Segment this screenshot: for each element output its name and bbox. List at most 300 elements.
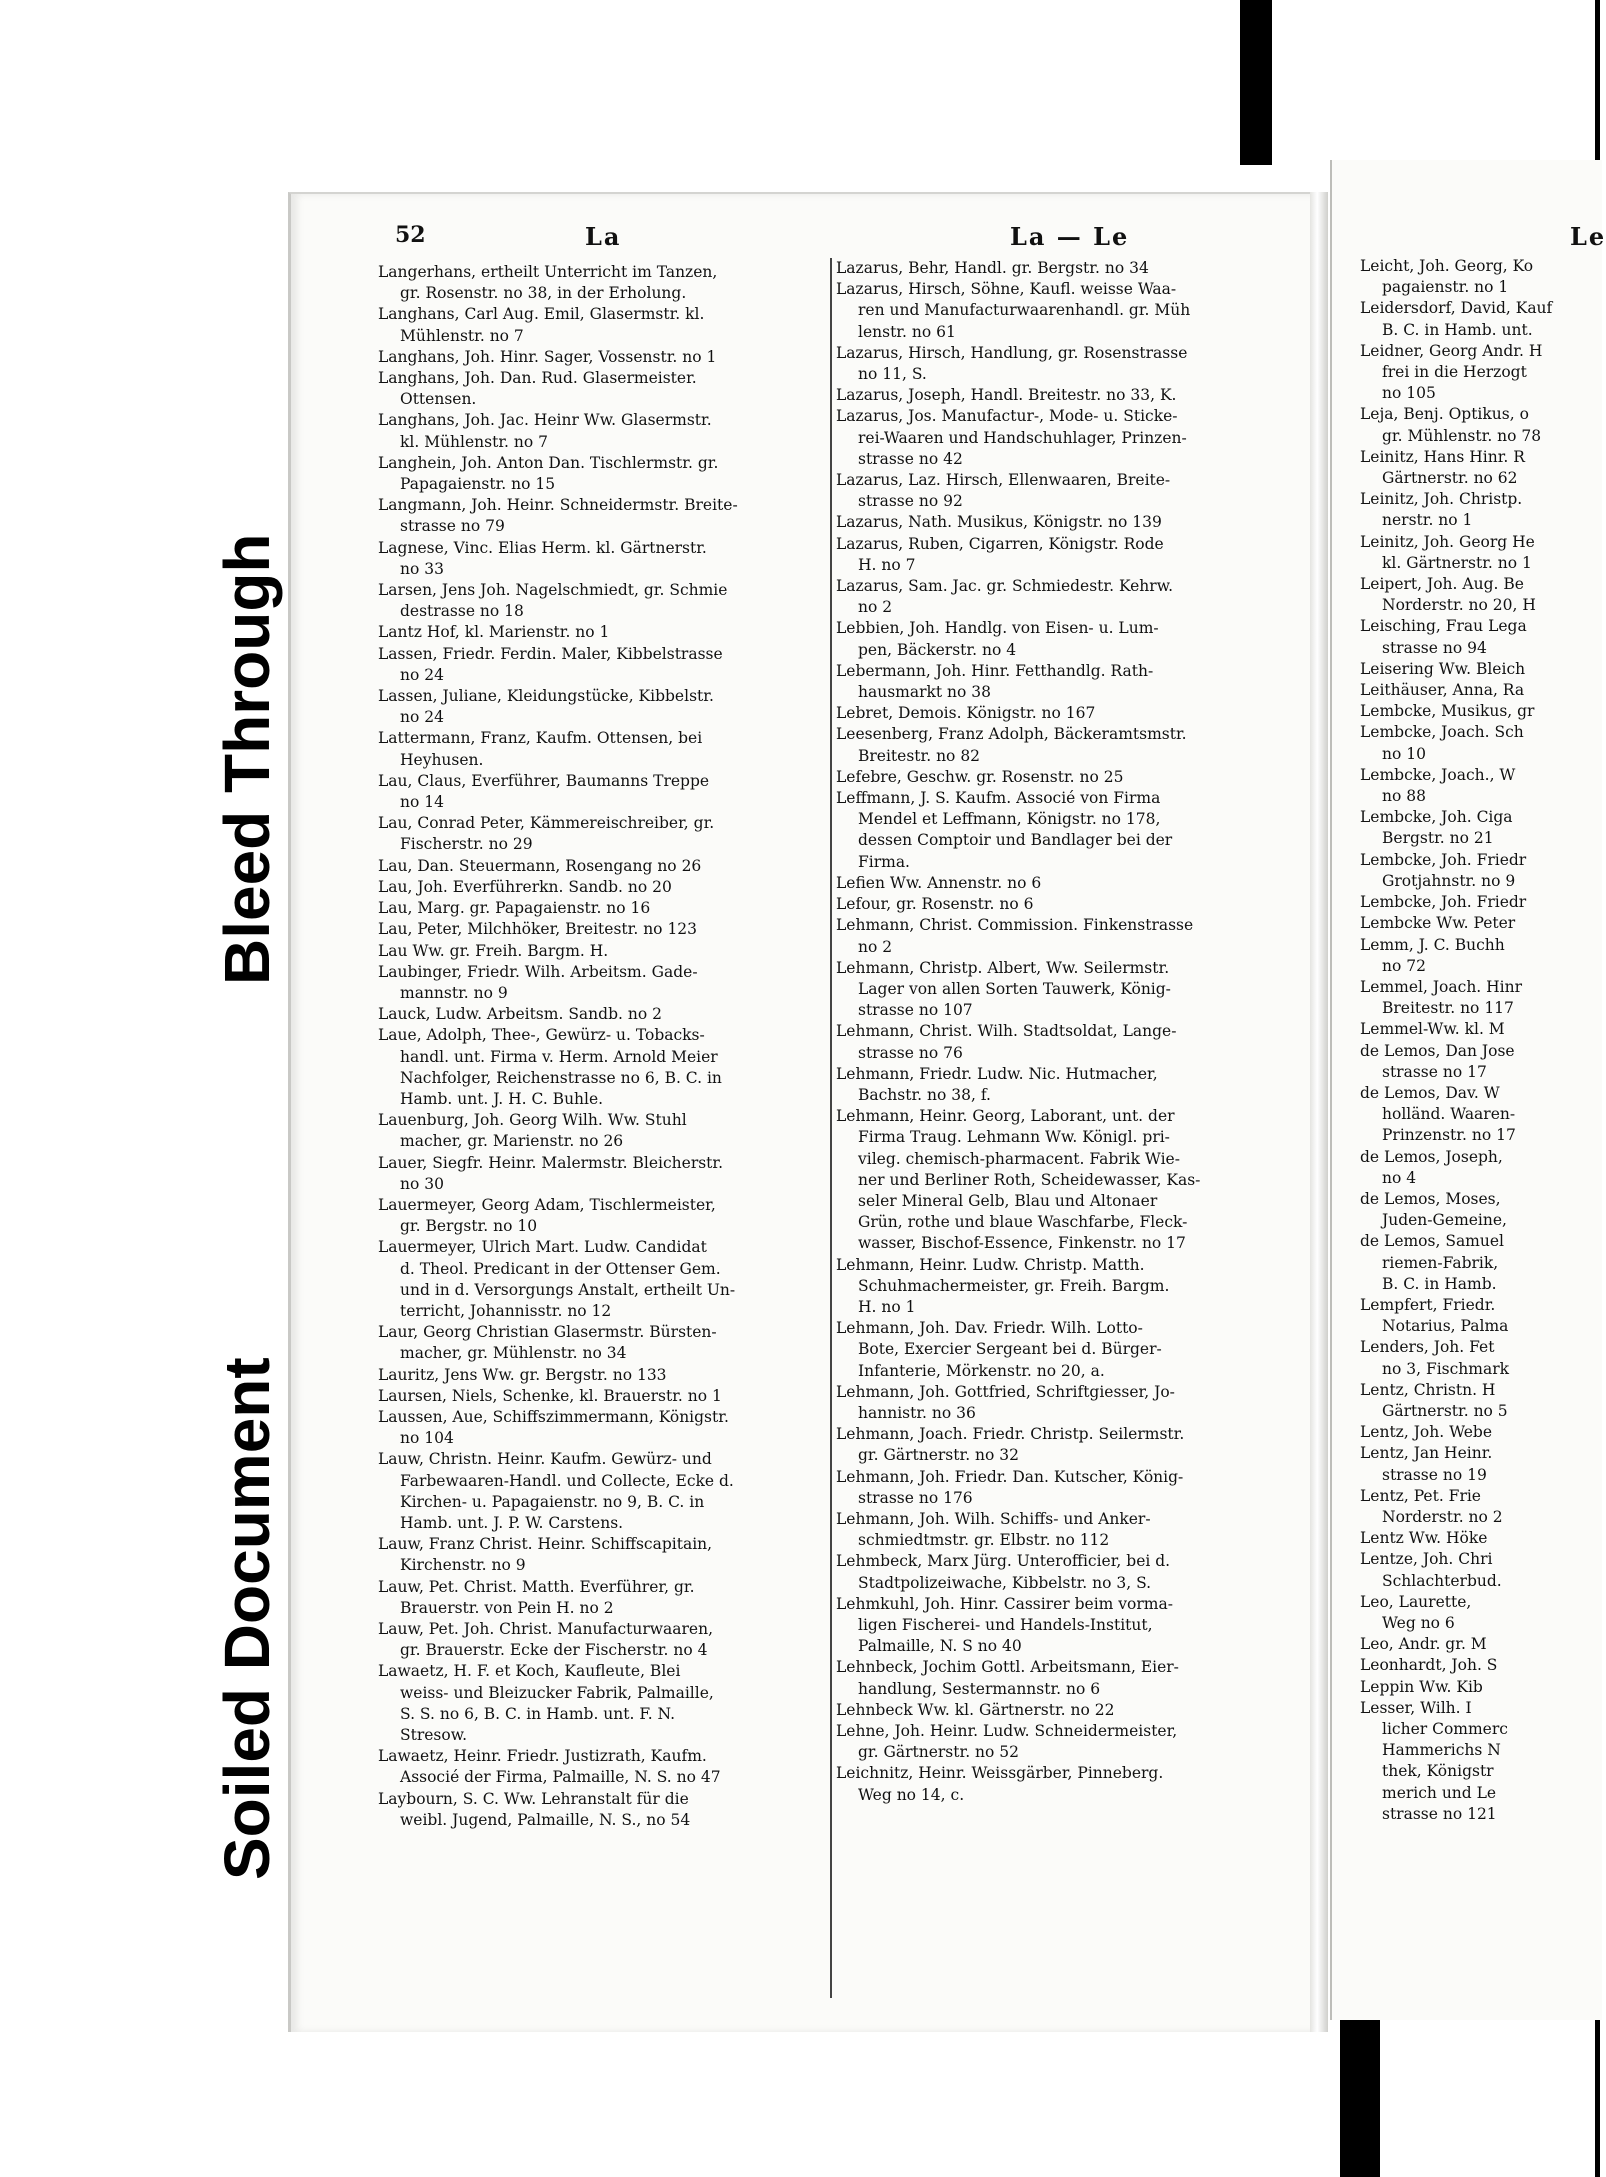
entry-line: Lau, Peter, Milchhöker, Breitestr. no 123 xyxy=(378,920,698,939)
entry-continuation-line: Bote, Exercier Sergeant bei d. Bürger- xyxy=(858,1340,1162,1359)
entry-line: Laubinger, Friedr. Wilh. Arbeitsm. Gade- xyxy=(378,962,698,981)
entry-line: Lebbien, Joh. Handlg. von Eisen- u. Lum- xyxy=(836,619,1159,638)
entry-line: Leo, Laurette, xyxy=(1360,1592,1472,1611)
entry-line: Lembcke, Joh. Friedr xyxy=(1360,850,1527,869)
directory-entry xyxy=(378,686,830,728)
entry-line: Lembcke, Joach., W xyxy=(1360,765,1516,784)
directory-entry xyxy=(836,576,1306,618)
directory-entry xyxy=(378,1195,830,1237)
entry-line: Lehmkuhl, Joh. Hinr. Cassirer beim vorma- xyxy=(836,1594,1173,1613)
entry-line: Lehmann, Joach. Friedr. Christp. Seilermstr. xyxy=(836,1425,1185,1444)
entry-continuation-line: no 24 xyxy=(400,708,444,727)
entry-line: Lehne, Joh. Heinr. Ludw. Schneidermeister, xyxy=(836,1722,1178,1741)
directory-entry xyxy=(836,724,1306,766)
entry-continuation-line: Ottensen. xyxy=(400,390,477,409)
directory-entry xyxy=(1360,1041,1605,1083)
entry-continuation-line: no 2 xyxy=(858,598,893,617)
directory-entry xyxy=(378,347,830,368)
directory-entry xyxy=(836,385,1306,406)
directory-entry xyxy=(836,1064,1306,1106)
entry-continuation-line: pen, Bäckerstr. no 4 xyxy=(858,640,1017,659)
entry-continuation-line: Norderstr. no 2 xyxy=(1382,1507,1503,1526)
directory-entry xyxy=(378,304,830,346)
entry-continuation-line: Kirchenstr. no 9 xyxy=(400,1556,526,1575)
entry-line: Langhans, Carl Aug. Emil, Glasermstr. kl. xyxy=(378,305,705,324)
column-divider xyxy=(830,258,832,1998)
entry-line: Leesenberg, Franz Adolph, Bäckeramtsmstr. xyxy=(836,725,1187,744)
entry-line: de Lemos, Dan Jose xyxy=(1360,1041,1515,1060)
entry-line: Lauenburg, Joh. Georg Wilh. Ww. Stuhl xyxy=(378,1111,687,1130)
entry-continuation-line: B. C. in Hamb. xyxy=(1382,1274,1497,1293)
directory-entry xyxy=(378,898,830,919)
entry-line: Lentz, Joh. Webe xyxy=(1360,1423,1493,1442)
entry-line: Lehmann, Joh. Friedr. Dan. Kutscher, König- xyxy=(836,1467,1184,1486)
entry-line: Leithäuser, Anna, Ra xyxy=(1360,681,1525,700)
entry-continuation-line: mannstr. no 9 xyxy=(400,983,508,1002)
entry-line: Lau, Joh. Everführerkn. Sandb. no 20 xyxy=(378,877,672,896)
entry-line: Lazarus, Behr, Handl. gr. Bergstr. no 34 xyxy=(836,259,1149,277)
entry-line: Lefebre, Geschw. gr. Rosenstr. no 25 xyxy=(836,767,1124,786)
entry-line: Lehmbeck, Marx Jürg. Unterofficier, bei d. xyxy=(836,1552,1171,1571)
entry-line: Leidner, Georg Andr. H xyxy=(1360,341,1543,360)
entry-line: Lauermeyer, Georg Adam, Tischlermeister, xyxy=(378,1195,716,1214)
entry-line: Lemmel, Joach. Hinr xyxy=(1360,977,1523,996)
entry-line: Lehmann, Christ. Wilh. Stadtsoldat, Lange- xyxy=(836,1022,1177,1041)
entry-line: Lempfert, Friedr. xyxy=(1360,1295,1496,1314)
directory-entry xyxy=(1360,1634,1605,1655)
directory-entry xyxy=(836,1424,1306,1466)
entry-line: Lantz Hof, kl. Marienstr. no 1 xyxy=(378,623,610,642)
entry-line: Lentz Ww. Höke xyxy=(1360,1529,1488,1548)
entry-continuation-line: Fischerstr. no 29 xyxy=(400,835,533,854)
entry-continuation-line: weibl. Jugend, Palmaille, N. S., no 54 xyxy=(400,1810,691,1829)
directory-column-3 xyxy=(1360,256,1605,1825)
entry-continuation-line: merich und Le xyxy=(1382,1783,1497,1802)
entry-line: Lemmel-Ww. kl. M xyxy=(1360,1020,1505,1039)
directory-entry xyxy=(836,1467,1306,1509)
entry-continuation-line: no 24 xyxy=(400,665,444,684)
directory-entry xyxy=(1360,1189,1605,1231)
directory-entry xyxy=(378,1746,830,1788)
directory-entry xyxy=(836,873,1306,894)
entry-line: Lagnese, Vinc. Elias Herm. kl. Gärtnerstr. xyxy=(378,538,707,557)
directory-entry xyxy=(378,919,830,940)
entry-continuation-line: strasse no 176 xyxy=(858,1488,973,1507)
directory-entry xyxy=(1360,977,1605,1019)
entry-continuation-line: terricht, Johannisstr. no 12 xyxy=(400,1301,612,1320)
entry-line: Leinitz, Hans Hinr. R xyxy=(1360,447,1525,466)
directory-entry xyxy=(378,1386,830,1407)
entry-continuation-line: Stresow. xyxy=(400,1726,468,1745)
entry-line: Leppin Ww. Kib xyxy=(1360,1677,1483,1696)
entry-line: Lazarus, Hirsch, Handlung, gr. Rosenstrasse xyxy=(836,343,1188,362)
entry-line: Lehmann, Christ. Commission. Finkenstrasse xyxy=(836,916,1194,935)
entry-line: Leisching, Frau Lega xyxy=(1360,617,1527,636)
entry-line: Lehnbeck, Jochim Gottl. Arbeitsmann, Eier- xyxy=(836,1658,1179,1677)
directory-entry xyxy=(1360,404,1605,446)
entry-line: de Lemos, Dav. W xyxy=(1360,1083,1500,1102)
entry-line: Lehnbeck Ww. kl. Gärtnerstr. no 22 xyxy=(836,1700,1115,1719)
entry-continuation-line: strasse no 107 xyxy=(858,1001,973,1020)
entry-line: Lassen, Juliane, Kleidungstücke, Kibbelstr. xyxy=(378,687,714,706)
entry-continuation-line: hausmarkt no 38 xyxy=(858,683,992,702)
entry-continuation-line: Schuhmachermeister, gr. Freih. Bargm. xyxy=(858,1276,1170,1295)
entry-continuation-line: B. C. in Hamb. unt. xyxy=(1382,320,1533,339)
entry-continuation-line: dessen Comptoir und Bandlager bei der xyxy=(858,831,1173,850)
entry-continuation-line: no 2 xyxy=(858,937,893,956)
entry-continuation-line: Palmaille, N. S no 40 xyxy=(858,1637,1022,1656)
directory-entry xyxy=(836,1721,1306,1763)
entry-continuation-line: macher, gr. Mühlenstr. no 34 xyxy=(400,1344,627,1363)
entry-line: Lazarus, Jos. Manufactur-, Mode- u. Sticke- xyxy=(836,407,1178,426)
directory-entry xyxy=(1360,935,1605,977)
directory-entry xyxy=(836,1382,1306,1424)
entry-continuation-line: S. S. no 6, B. C. in Hamb. unt. F. N. xyxy=(400,1704,676,1723)
directory-entry xyxy=(378,1365,830,1386)
entry-continuation-line: riemen-Fabrik, xyxy=(1382,1253,1499,1272)
entry-line: Leja, Benj. Optikus, o xyxy=(1360,405,1529,424)
directory-entry xyxy=(378,962,830,1004)
directory-entry xyxy=(378,368,830,410)
entry-continuation-line: Hammerichs N xyxy=(1382,1741,1501,1760)
directory-entry xyxy=(836,767,1306,788)
directory-entry xyxy=(1360,1083,1605,1147)
entry-line: Lazarus, Hirsch, Söhne, Kaufl. weisse Waa- xyxy=(836,280,1177,299)
entry-line: Lauw, Pet. Joh. Christ. Manufacturwaaren, xyxy=(378,1620,714,1638)
directory-entry xyxy=(1360,1698,1605,1825)
page-number: 52 xyxy=(395,222,426,248)
entry-continuation-line: seler Mineral Gelb, Blau und Altonaer xyxy=(858,1191,1158,1210)
entry-continuation-line: no 105 xyxy=(1382,384,1436,403)
entry-continuation-line: Firma Traug. Lehmann Ww. Königl. pri- xyxy=(858,1128,1170,1147)
directory-entry xyxy=(836,1255,1306,1319)
directory-entry xyxy=(836,1700,1306,1721)
entry-line: Langhans, Joh. Hinr. Sager, Vossenstr. no 1 xyxy=(378,347,717,366)
directory-entry xyxy=(836,258,1306,279)
entry-line: Lau, Conrad Peter, Kämmereischreiber, gr. xyxy=(378,814,715,833)
directory-entry xyxy=(1360,574,1605,616)
entry-continuation-line: kl. Gärtnerstr. no 1 xyxy=(1382,553,1532,572)
entry-line: Leisering Ww. Bleich xyxy=(1360,659,1526,678)
entry-line: Lehmann, Heinr. Ludw. Christp. Matth. xyxy=(836,1255,1145,1274)
entry-line: Lauw, Franz Christ. Heinr. Schiffscapitain, xyxy=(378,1535,713,1554)
entry-line: Leffmann, J. S. Kaufm. Associé von Firma xyxy=(836,789,1161,808)
directory-entry xyxy=(1360,1592,1605,1634)
entry-continuation-line: no 104 xyxy=(400,1429,454,1448)
directory-entry xyxy=(1360,1019,1605,1040)
directory-column-2 xyxy=(836,258,1306,1806)
directory-entry xyxy=(1360,850,1605,892)
entry-continuation-line: Bachstr. no 38, f. xyxy=(858,1085,991,1104)
entry-continuation-line: Juden-Gemeine, xyxy=(1382,1211,1507,1230)
entry-line: Lauw, Pet. Christ. Matth. Everführer, gr. xyxy=(378,1577,695,1596)
entry-continuation-line: gr. Mühlenstr. no 78 xyxy=(1382,426,1542,445)
entry-continuation-line: Hamb. unt. J. H. C. Buhle. xyxy=(400,1089,604,1108)
entry-line: Lefour, gr. Rosenstr. no 6 xyxy=(836,895,1034,914)
entry-continuation-line: frei in die Herzogt xyxy=(1382,363,1527,382)
entry-continuation-line: und in d. Versorgungs Anstalt, ertheilt Un- xyxy=(400,1280,736,1299)
directory-entry xyxy=(1360,616,1605,658)
entry-line: Larsen, Jens Joh. Nagelschmiedt, gr. Schmie xyxy=(378,581,728,600)
entry-continuation-line: Gärtnerstr. no 62 xyxy=(1382,469,1518,488)
directory-entry xyxy=(378,453,830,495)
directory-entry xyxy=(378,1789,830,1831)
entry-line: Leonhardt, Joh. S xyxy=(1360,1656,1498,1675)
entry-line: Leichnitz, Heinr. Weissgärber, Pinneberg. xyxy=(836,1764,1164,1783)
entry-continuation-line: Stadtpolizeiwache, Kibbelstr. no 3, S. xyxy=(858,1573,1152,1592)
entry-continuation-line: schmiedtmstr. gr. Elbstr. no 112 xyxy=(858,1531,1110,1550)
directory-entry xyxy=(378,813,830,855)
directory-entry xyxy=(378,1153,830,1195)
entry-line: Lazarus, Nath. Musikus, Königstr. no 139 xyxy=(836,513,1162,532)
directory-entry xyxy=(378,622,830,643)
directory-entry xyxy=(378,538,830,580)
directory-entry xyxy=(1360,1677,1605,1698)
entry-continuation-line: Mendel et Leffmann, Königstr. no 178, xyxy=(858,810,1161,829)
entry-line: Laybourn, S. C. Ww. Lehranstalt für die xyxy=(378,1789,689,1808)
entry-line: Leipert, Joh. Aug. Be xyxy=(1360,575,1524,594)
running-header-center: La — Le xyxy=(1010,222,1130,251)
entry-line: Lemm, J. C. Buchh xyxy=(1360,935,1505,954)
entry-line: Lauck, Ludw. Arbeitsm. Sandb. no 2 xyxy=(378,1005,662,1024)
entry-line: Lehmann, Joh. Wilh. Schiffs- und Anker- xyxy=(836,1509,1151,1528)
directory-entry xyxy=(378,1449,830,1534)
directory-entry xyxy=(1360,680,1605,701)
directory-entry xyxy=(1360,659,1605,680)
entry-continuation-line: ren und Manufacturwaarenhandl. gr. Müh xyxy=(858,301,1191,320)
directory-entry xyxy=(836,512,1306,533)
running-header-left: La xyxy=(585,222,622,251)
directory-entry xyxy=(1360,722,1605,764)
entry-continuation-line: no 14 xyxy=(400,793,444,812)
entry-line: Lau, Marg. gr. Papagaienstr. no 16 xyxy=(378,899,651,918)
entry-line: Lazarus, Laz. Hirsch, Ellenwaaren, Breite- xyxy=(836,471,1171,490)
entry-continuation-line: Hamb. unt. J. P. W. Carstens. xyxy=(400,1513,624,1532)
entry-continuation-line: rei-Waaren und Handschuhlager, Prinzen- xyxy=(858,428,1187,447)
directory-entry xyxy=(836,703,1306,724)
entry-continuation-line: Weg no 6 xyxy=(1382,1614,1455,1632)
directory-entry xyxy=(1360,701,1605,722)
entry-line: Langerhans, ertheilt Unterricht im Tanzen, xyxy=(378,263,718,281)
directory-entry xyxy=(378,262,830,304)
entry-continuation-line: holländ. Waaren- xyxy=(1382,1105,1516,1124)
entry-line: Lembcke Ww. Peter xyxy=(1360,914,1516,933)
directory-entry xyxy=(378,1661,830,1746)
directory-entry xyxy=(378,1322,830,1364)
entry-line: Laursen, Niels, Schenke, kl. Brauerstr. no 1 xyxy=(378,1386,722,1405)
entry-continuation-line: Prinzenstr. no 17 xyxy=(1382,1126,1516,1145)
directory-entry xyxy=(1360,532,1605,574)
directory-entry xyxy=(1360,1231,1605,1295)
directory-entry xyxy=(836,1021,1306,1063)
entry-continuation-line: H. no 7 xyxy=(858,555,916,574)
directory-entry xyxy=(836,406,1306,470)
entry-continuation-line: nerstr. no 1 xyxy=(1382,511,1473,530)
directory-entry xyxy=(378,580,830,622)
entry-continuation-line: no 33 xyxy=(400,559,444,578)
entry-continuation-line: no 10 xyxy=(1382,744,1426,763)
entry-continuation-line: H. no 1 xyxy=(858,1297,916,1316)
directory-entry xyxy=(378,495,830,537)
entry-line: Lehmann, Joh. Dav. Friedr. Wilh. Lotto- xyxy=(836,1319,1143,1338)
entry-line: Lazarus, Ruben, Cigarren, Königstr. Rode xyxy=(836,534,1164,553)
entry-continuation-line: strasse no 94 xyxy=(1382,638,1487,657)
entry-line: Leicht, Joh. Georg, Ko xyxy=(1360,257,1534,275)
entry-continuation-line: Notarius, Palma xyxy=(1382,1317,1509,1336)
directory-entry xyxy=(836,343,1306,385)
entry-continuation-line: Grotjahnstr. no 9 xyxy=(1382,871,1516,890)
entry-continuation-line: no 88 xyxy=(1382,787,1426,806)
directory-entry xyxy=(836,915,1306,957)
entry-continuation-line: Breitestr. no 82 xyxy=(858,746,981,765)
directory-entry xyxy=(378,1237,830,1322)
entry-continuation-line: ner und Berliner Roth, Scheidewasser, Kas- xyxy=(858,1170,1201,1189)
entry-line: Lattermann, Franz, Kaufm. Ottensen, bei xyxy=(378,729,703,748)
directory-entry xyxy=(1360,256,1605,298)
directory-entry xyxy=(1360,489,1605,531)
entry-line: Lehmann, Joh. Gottfried, Schriftgiesser, Jo- xyxy=(836,1382,1175,1401)
running-header-right: Le xyxy=(1570,222,1606,251)
entry-continuation-line: macher, gr. Marienstr. no 26 xyxy=(400,1132,624,1151)
entry-line: Laur, Georg Christian Glasermstr. Bürsten- xyxy=(378,1323,717,1342)
entry-continuation-line: hannistr. no 36 xyxy=(858,1403,976,1422)
entry-line: Lentz, Pet. Frie xyxy=(1360,1486,1481,1505)
directory-entry xyxy=(1360,298,1605,340)
entry-continuation-line: gr. Brauerstr. Ecke der Fischerstr. no 4 xyxy=(400,1641,708,1660)
directory-entry xyxy=(1360,1337,1605,1379)
entry-line: Lehmann, Christp. Albert, Ww. Seilermstr. xyxy=(836,958,1170,977)
entry-continuation-line: Farbewaaren-Handl. und Collecte, Ecke d. xyxy=(400,1471,734,1490)
directory-entry xyxy=(1360,1486,1605,1528)
directory-entry xyxy=(836,894,1306,915)
directory-entry xyxy=(1360,765,1605,807)
entry-line: Lentze, Joh. Chri xyxy=(1360,1550,1493,1569)
entry-continuation-line: Schlachterbud. xyxy=(1382,1571,1502,1590)
entry-line: de Lemos, Samuel xyxy=(1360,1232,1504,1251)
entry-line: Lembcke, Joh. Ciga xyxy=(1360,808,1513,827)
entry-line: Leo, Andr. gr. M xyxy=(1360,1635,1487,1654)
directory-entry xyxy=(1360,807,1605,849)
directory-entry xyxy=(1360,892,1605,913)
directory-entry xyxy=(836,534,1306,576)
directory-entry xyxy=(1360,913,1605,934)
entry-continuation-line: lenstr. no 61 xyxy=(858,322,956,341)
directory-entry xyxy=(836,1106,1306,1254)
entry-line: Lehmann, Friedr. Ludw. Nic. Hutmacher, xyxy=(836,1064,1158,1083)
directory-entry xyxy=(378,1110,830,1152)
entry-line: Laue, Adolph, Thee-, Gewürz- u. Tobacks- xyxy=(378,1026,705,1045)
entry-continuation-line: no 30 xyxy=(400,1174,444,1193)
entry-line: Lembcke, Joh. Friedr xyxy=(1360,893,1527,912)
entry-continuation-line: Breitestr. no 117 xyxy=(1382,999,1514,1018)
entry-continuation-line: Weg no 14, c. xyxy=(858,1785,965,1804)
directory-entry xyxy=(1360,447,1605,489)
entry-continuation-line: thek, Königstr xyxy=(1382,1762,1494,1781)
entry-continuation-line: strasse no 76 xyxy=(858,1043,963,1062)
entry-continuation-line: Gärtnerstr. no 5 xyxy=(1382,1401,1508,1420)
directory-entry xyxy=(836,661,1306,703)
entry-continuation-line: gr. Rosenstr. no 38, in der Erholung. xyxy=(400,284,687,303)
entry-continuation-line: handlung, Sestermannstr. no 6 xyxy=(858,1679,1101,1698)
entry-continuation-line: vileg. chemisch-pharmacent. Fabrik Wie- xyxy=(858,1149,1180,1168)
entry-continuation-line: gr. Bergstr. no 10 xyxy=(400,1217,538,1236)
entry-line: Lefien Ww. Annenstr. no 6 xyxy=(836,873,1042,892)
entry-line: Lassen, Friedr. Ferdin. Maler, Kibbelstrasse xyxy=(378,644,723,663)
directory-entry xyxy=(378,410,830,452)
entry-continuation-line: wasser, Bischof-Essence, Finkenstr. no 17 xyxy=(858,1234,1186,1253)
entry-continuation-line: strasse no 19 xyxy=(1382,1465,1487,1484)
entry-continuation-line: Infanterie, Mörkenstr. no 20, a. xyxy=(858,1361,1105,1380)
directory-entry xyxy=(836,1594,1306,1658)
entry-continuation-line: d. Theol. Predicant in der Ottenser Gem. xyxy=(400,1259,721,1278)
entry-line: Lembcke, Joach. Sch xyxy=(1360,723,1524,742)
directory-entry xyxy=(378,1619,830,1661)
directory-entry xyxy=(378,644,830,686)
entry-continuation-line: kl. Mühlenstr. no 7 xyxy=(400,432,548,451)
entry-line: Leinitz, Joh. Georg He xyxy=(1360,532,1535,551)
entry-line: Lauw, Christn. Heinr. Kaufm. Gewürz- und xyxy=(378,1450,712,1469)
entry-continuation-line: Grün, rothe und blaue Waschfarbe, Fleck- xyxy=(858,1213,1188,1232)
directory-entry xyxy=(836,470,1306,512)
entry-continuation-line: Nachfolger, Reichenstrasse no 6, B. C. in xyxy=(400,1068,722,1087)
entry-continuation-line: licher Commerc xyxy=(1382,1720,1508,1739)
entry-continuation-line: Firma. xyxy=(858,852,910,871)
entry-continuation-line: gr. Gärtnerstr. no 32 xyxy=(858,1446,1020,1465)
entry-continuation-line: Heyhusen. xyxy=(400,750,484,769)
entry-continuation-line: gr. Gärtnerstr. no 52 xyxy=(858,1743,1020,1762)
entry-continuation-line: no 11, S. xyxy=(858,365,927,384)
entry-line: Lesser, Wilh. I xyxy=(1360,1698,1472,1717)
entry-line: Lentz, Jan Heinr. xyxy=(1360,1444,1493,1463)
directory-entry xyxy=(1360,1528,1605,1549)
entry-line: Lentz, Christn. H xyxy=(1360,1380,1496,1399)
entry-continuation-line: pagaienstr. no 1 xyxy=(1382,278,1509,297)
entry-line: Lauer, Siegfr. Heinr. Malermstr. Bleicherstr. xyxy=(378,1153,724,1172)
soiled-document-label: Soiled Document xyxy=(211,1357,283,1880)
entry-line: Lehmann, Heinr. Georg, Laborant, unt. der xyxy=(836,1107,1175,1126)
directory-entry xyxy=(1360,1380,1605,1422)
entry-continuation-line: strasse no 79 xyxy=(400,517,505,536)
directory-entry xyxy=(1360,1443,1605,1485)
directory-entry xyxy=(378,877,830,898)
directory-entry xyxy=(836,1763,1306,1805)
entry-continuation-line: handl. unt. Firma v. Herm. Arnold Meier xyxy=(400,1047,718,1066)
entry-line: Lauritz, Jens Ww. gr. Bergstr. no 133 xyxy=(378,1365,667,1384)
entry-continuation-line: Kirchen- u. Papagaienstr. no 9, B. C. in xyxy=(400,1492,705,1511)
entry-continuation-line: no 3, Fischmark xyxy=(1382,1359,1510,1378)
entry-line: Laussen, Aue, Schiffszimmermann, Königstr. xyxy=(378,1407,729,1426)
entry-continuation-line: Bergstr. no 21 xyxy=(1382,829,1494,848)
directory-entry xyxy=(378,941,830,962)
entry-continuation-line: Brauerstr. von Pein H. no 2 xyxy=(400,1598,614,1617)
entry-continuation-line: strasse no 121 xyxy=(1382,1804,1497,1823)
entry-continuation-line: strasse no 42 xyxy=(858,449,963,468)
entry-continuation-line: Norderstr. no 20, H xyxy=(1382,596,1536,615)
entry-continuation-line: ligen Fischerei- und Handels-Institut, xyxy=(858,1616,1153,1634)
entry-line: Leinitz, Joh. Christp. xyxy=(1360,490,1523,509)
entry-line: Langhans, Joh. Dan. Rud. Glasermeister. xyxy=(378,369,697,388)
directory-entry xyxy=(836,618,1306,660)
directory-entry xyxy=(378,1534,830,1576)
entry-line: Lazarus, Sam. Jac. gr. Schmiedestr. Kehrw. xyxy=(836,577,1174,596)
directory-entry xyxy=(1360,341,1605,405)
entry-line: de Lemos, Joseph, xyxy=(1360,1147,1503,1166)
entry-line: Lau, Claus, Everführer, Baumanns Treppe xyxy=(378,771,710,790)
entry-line: Lawaetz, Heinr. Friedr. Justizrath, Kaufm. xyxy=(378,1747,707,1766)
directory-entry xyxy=(1360,1295,1605,1337)
directory-entry xyxy=(836,788,1306,873)
directory-entry xyxy=(1360,1549,1605,1591)
